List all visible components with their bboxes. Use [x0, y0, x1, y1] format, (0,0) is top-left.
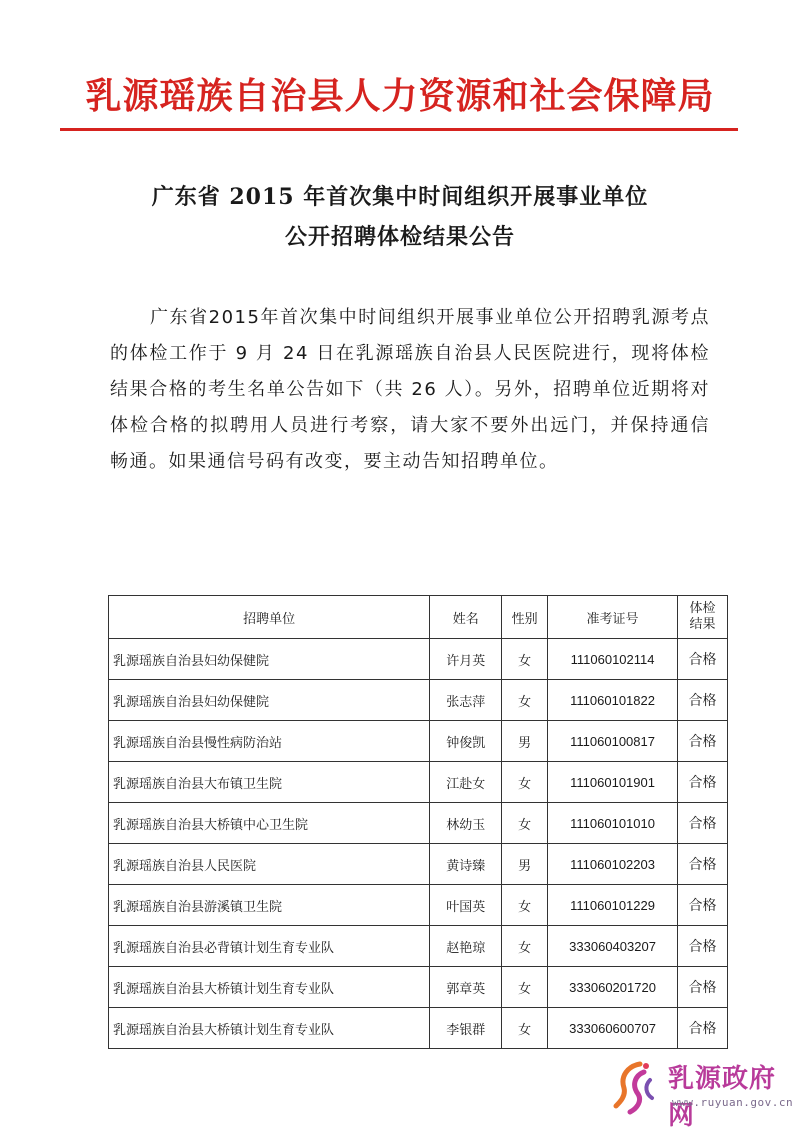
cell-name: 张志萍: [430, 680, 502, 721]
cell-sex: 女: [502, 639, 548, 680]
table-row: [109, 721, 728, 762]
cell-exam-id: 111060101010: [548, 803, 678, 844]
cell-name: 江赴女: [430, 762, 502, 803]
notice-title-line1: 广东省 2015 年首次集中时间组织开展事业单位: [151, 184, 649, 210]
cell-exam-id: 111060100817: [548, 721, 678, 762]
cell-sex: 女: [502, 762, 548, 803]
table-row: [109, 967, 728, 1008]
cell-name: 许月英: [430, 639, 502, 680]
cell-sex: 女: [502, 926, 548, 967]
notice-title-line2: 公开招聘体检结果公告: [284, 224, 515, 250]
cell-name: 钟俊凯: [430, 721, 502, 762]
cell-result: 合格: [678, 639, 728, 680]
header-sex: 性别: [502, 596, 548, 639]
cell-result: 合格: [678, 885, 728, 926]
cell-result: 合格: [678, 926, 728, 967]
cell-sex: 女: [502, 1008, 548, 1049]
cell-exam-id: 111060101901: [548, 762, 678, 803]
cell-name: 林幼玉: [430, 803, 502, 844]
cell-sex: 女: [502, 680, 548, 721]
header-result: [678, 596, 728, 639]
cell-exam-id: 333060201720: [548, 967, 678, 1008]
cell-name: 郭章英: [430, 967, 502, 1008]
table-row: [109, 1008, 728, 1049]
table-row: [109, 762, 728, 803]
site-watermark: [606, 1052, 796, 1131]
watermark-site-name: 乳源政府网: [668, 1064, 777, 1131]
cell-sex: 女: [502, 803, 548, 844]
header-unit: 招聘单位: [109, 596, 430, 639]
cell-result: 合格: [678, 1008, 728, 1049]
table-row: [109, 803, 728, 844]
table-row: [109, 885, 728, 926]
table-row: [109, 680, 728, 721]
cell-result: 合格: [678, 844, 728, 885]
cell-exam-id: 111060101229: [548, 885, 678, 926]
cell-unit: 乳源瑶族自治县大桥镇计划生育专业队: [109, 967, 430, 1008]
cell-unit: 乳源瑶族自治县游溪镇卫生院: [109, 885, 430, 926]
results-table: [108, 595, 728, 1049]
cell-exam-id: 111060102114: [548, 639, 678, 680]
cell-unit: 乳源瑶族自治县人民医院: [109, 844, 430, 885]
cell-name: 叶国英: [430, 885, 502, 926]
cell-result: 合格: [678, 967, 728, 1008]
letterhead-org-name: 乳源瑶族自治县人力资源和社会保障局: [85, 75, 715, 117]
header-name: 姓名: [430, 596, 502, 639]
cell-sex: 男: [502, 844, 548, 885]
table-header-row: [109, 596, 728, 639]
cell-result: 合格: [678, 762, 728, 803]
cell-name: 黄诗臻: [430, 844, 502, 885]
table-row: [109, 639, 728, 680]
cell-result: 合格: [678, 721, 728, 762]
cell-result: 合格: [678, 680, 728, 721]
cell-unit: 乳源瑶族自治县大布镇卫生院: [109, 762, 430, 803]
cell-unit: 乳源瑶族自治县慢性病防治站: [109, 721, 430, 762]
cell-name: 李银群: [430, 1008, 502, 1049]
cell-unit: 乳源瑶族自治县妇幼保健院: [109, 680, 430, 721]
cell-unit: 乳源瑶族自治县必背镇计划生育专业队: [109, 926, 430, 967]
cell-unit: 乳源瑶族自治县大桥镇计划生育专业队: [109, 1008, 430, 1049]
notice-body-paragraph: 广东省2015年首次集中时间组织开展事业单位公开招聘乳源考点的体检工作于 9 月 24 日在乳源瑶族自治县人民医院进行，现将体检结果合格的考生名单公告如下（共 26 人）。另外，招聘单位近期将对体检合格的拟聘用人员进行考察，请大家不要外出远门，并保持通信畅通。如果通信号码有改变，要主动告知招聘单位。: [110, 307, 710, 472]
cell-exam-id: 111060101822: [548, 680, 678, 721]
watermark-url: www.ruyuan.gov.cn: [672, 1096, 794, 1109]
header-result-line1: 体检: [689, 601, 716, 616]
cell-unit: 乳源瑶族自治县妇幼保健院: [109, 639, 430, 680]
cell-name: 赵艳琼: [430, 926, 502, 967]
cell-exam-id: 111060102203: [548, 844, 678, 885]
cell-result: 合格: [678, 803, 728, 844]
header-result-line2: 结果: [689, 617, 716, 632]
table-row: [109, 844, 728, 885]
cell-exam-id: 333060403207: [548, 926, 678, 967]
cell-sex: 女: [502, 967, 548, 1008]
header-exam-id: 准考证号: [548, 596, 678, 639]
cell-sex: 男: [502, 721, 548, 762]
cell-sex: 女: [502, 885, 548, 926]
letterhead-red-rule: [60, 128, 738, 131]
cell-unit: 乳源瑶族自治县大桥镇中心卫生院: [109, 803, 430, 844]
table-row: [109, 926, 728, 967]
ruyuan-logo-icon: [610, 1058, 662, 1116]
cell-exam-id: 333060600707: [548, 1008, 678, 1049]
